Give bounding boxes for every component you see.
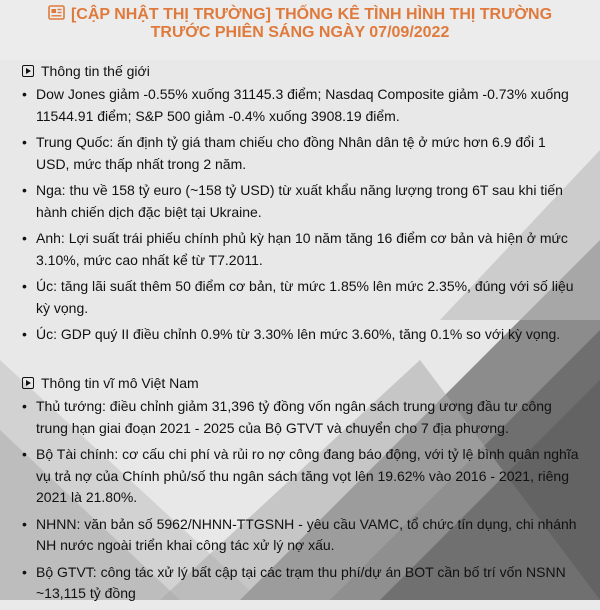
title-line-2: TRƯỚC PHIÊN SÁNG NGÀY 07/09/2022	[150, 24, 450, 41]
vietnam-heading-text: Thông tin vĩ mô Việt Nam	[41, 375, 199, 391]
list-item: • NHNN: văn bản số 5962/NHNN-TTGSNH - yêu cầu VAMC, tổ chức tín dụng, chi nhánh NH nước ngoài triển khai công tác xử lý nợ xấu.	[22, 514, 580, 557]
page-title	[0, 4, 600, 42]
news-logo-icon	[48, 4, 65, 21]
list-item: • Anh: Lợi suất trái phiếu chính phủ kỳ hạn 10 năm tăng 16 điểm cơ bản và hiện ở mức 3.10%, mức cao nhất kể từ T7.2011.	[22, 228, 580, 271]
vietnam-section	[22, 374, 580, 610]
list-item: • Nga: thu về 158 tỷ euro (~158 tỷ USD) từ xuất khẩu năng lượng trong 6T sau khi tiến hành chiến dịch đặc biệt tại Ukraine.	[22, 180, 580, 223]
vietnam-section-heading	[22, 374, 580, 392]
world-section	[22, 62, 580, 351]
list-item: • Thủ tướng: điều chỉnh giảm 31,396 tỷ đồng vốn ngân sách trung ương đầu tư công trung hạn giai đoạn 2021 - 2025 của Bộ GTVT và chuyển cho 7 địa phương.	[22, 396, 580, 439]
list-item: • Dow Jones giảm -0.55% xuống 31145.3 điểm; Nasdaq Composite giảm -0.73% xuống 11544.91 điểm; S&P 500 giảm -0.4% xuống 3908.19 điểm.	[22, 84, 580, 127]
list-item: • Trung Quốc: ấn định tỷ giá tham chiếu cho đồng Nhân dân tệ ở mức hơn 6.9 đổi 1 USD, mức thấp nhất trong 2 năm.	[22, 132, 580, 175]
world-list	[22, 84, 580, 346]
world-heading-text: Thông tin thế giới	[41, 63, 150, 79]
world-section-heading	[22, 62, 580, 80]
play-icon	[22, 377, 34, 389]
list-item: • Úc: GDP quý II điều chỉnh 0.9% từ 3.30% lên mức 3.60%, tăng 0.1% so với kỳ vọng.	[22, 324, 580, 346]
title-line-1: [CẬP NHẬT THỊ TRƯỜNG] THỐNG KÊ TÌNH HÌNH THỊ TRƯỜNG	[70, 6, 553, 23]
list-item: • Bộ GTVT: công tác xử lý bất cập tại các trạm thu phí/dự án BOT cần bố trí vốn NSNN ~13,115 tỷ đồng	[22, 562, 580, 605]
vietnam-list	[22, 396, 580, 605]
play-icon	[22, 65, 34, 77]
list-item: • Úc: tăng lãi suất thêm 50 điểm cơ bản, từ mức 1.85% lên mức 2.35%, đúng với số liệu kỳ vọng.	[22, 276, 580, 319]
list-item: • Bộ Tài chính: cơ cấu chi phí và rủi ro nợ công đang báo động, với tỷ lệ bình quân nghĩa vụ trả nợ của Chính phủ/số thu ngân sách tăng vọt lên 19.62% vào 2016 - 2021, riêng 2021 là 21.80%.	[22, 444, 580, 509]
